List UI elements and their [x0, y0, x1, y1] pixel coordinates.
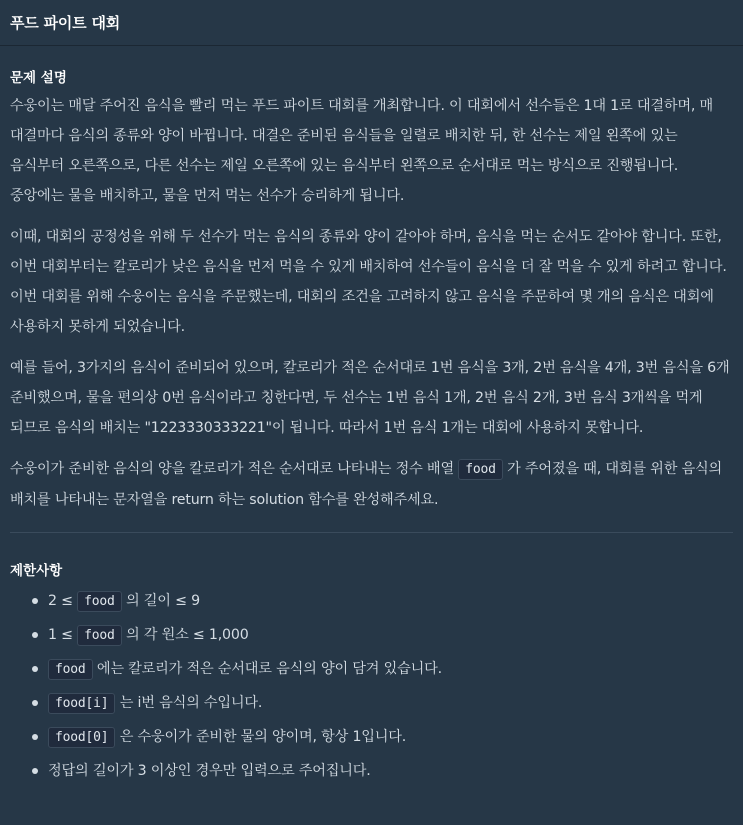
paragraph-text: 가 주어졌을 때, 대회를 위한 음식의 배치를 나타내는 문자열을 return 하는 solution 함수를 완성해주세요. [10, 461, 723, 508]
bullet-icon [32, 632, 38, 638]
description-paragraph-1: 수웅이는 매달 주어진 음식을 빨리 먹는 푸드 파이트 대회를 개최합니다. 이 대회에서 선수들은 1대 1로 대결하며, 매 대결마다 음식의 종류와 양이 바뀝니다. 대결은 준비된 음식들을 일렬로 배치한 뒤, 한 선수는 제일 왼쪽에 있는 음식부터 오른쪽으로, 다른 선수는 제일 오른쪽에 있는 음식부터 왼쪽으로 순서대로 먹는 방식으로 진행됩니다. 중앙에는 물을 배치하고, 물을 먼저 먹는 선수가 승리하게 됩니다. [10, 98, 713, 204]
bullet-icon [32, 598, 38, 604]
limit-text: 에는 칼로리가 적은 순서대로 음식의 양이 담겨 있습니다. [92, 661, 442, 677]
limit-item [32, 623, 733, 657]
limit-item [32, 589, 733, 623]
bullet-icon [32, 700, 38, 706]
limit-text: 의 길이 ≤ 9 [121, 593, 200, 609]
inline-code: food [77, 591, 122, 612]
inline-code: food [77, 625, 122, 646]
bullet-icon [32, 768, 38, 774]
problem-content [0, 46, 743, 793]
limit-text: 의 각 원소 ≤ 1,000 [121, 627, 249, 643]
limits-list [10, 589, 733, 793]
inline-code: food[0] [48, 727, 115, 748]
limit-text: 2 ≤ [48, 593, 78, 609]
limit-item [32, 691, 733, 725]
limit-text: 는 i번 음식의 수입니다. [115, 695, 263, 711]
inline-code-food: food [458, 459, 503, 480]
limit-item [32, 759, 733, 793]
problem-title: 푸드 파이트 대회 [10, 14, 121, 32]
bullet-icon [32, 734, 38, 740]
limit-item [32, 725, 733, 759]
paragraph-text: 수웅이가 준비한 음식의 양을 칼로리가 적은 순서대로 나타내는 정수 배열 [10, 461, 459, 477]
limit-text: 은 수웅이가 준비한 물의 양이며, 항상 1입니다. [115, 729, 407, 745]
inline-code: food [48, 659, 93, 680]
description-paragraph-4 [10, 454, 733, 515]
limit-text: 1 ≤ [48, 627, 78, 643]
description-heading: 문제 설명 [10, 70, 67, 86]
limits-section [10, 533, 733, 589]
limit-text: 정답의 길이가 3 이상인 경우만 입력으로 주어집니다. [48, 763, 371, 779]
description-paragraph-3: 예를 들어, 3가지의 음식이 준비되어 있으며, 칼로리가 적은 순서대로 1번 음식을 3개, 2번 음식을 4개, 3번 음식을 6개 준비했으며, 물을 편의상 0번 음식이라고 칭한다면, 두 선수는 1번 음식 1개, 2번 음식 2개, 3번 음식 3개씩을 먹게 되므로 음식의 배치는 "1223330333221"이 됩니다. 따라서 1번 음식 1개는 대회에 사용하지 못합니다. [10, 360, 730, 436]
description-section [10, 46, 733, 91]
limits-heading: 제한사항 [10, 563, 63, 579]
inline-code: food[i] [48, 693, 115, 714]
bullet-icon [32, 666, 38, 672]
description-paragraph-2: 이때, 대회의 공정성을 위해 두 선수가 먹는 음식의 종류와 양이 같아야 하며, 음식을 먹는 순서도 같아야 합니다. 또한, 이번 대회부터는 칼로리가 낮은 음식을 먼저 먹을 수 있게 배치하여 선수들이 음식을 더 잘 먹을 수 있게 하려고 합니다. 이번 대회를 위해 수웅이는 음식을 주문했는데, 대회의 조건을 고려하지 않고 음식을 주문하여 몇 개의 음식은 대회에 사용하지 못하게 되었습니다. [10, 229, 727, 335]
limit-item [32, 657, 733, 691]
problem-title-bar [0, 0, 743, 46]
